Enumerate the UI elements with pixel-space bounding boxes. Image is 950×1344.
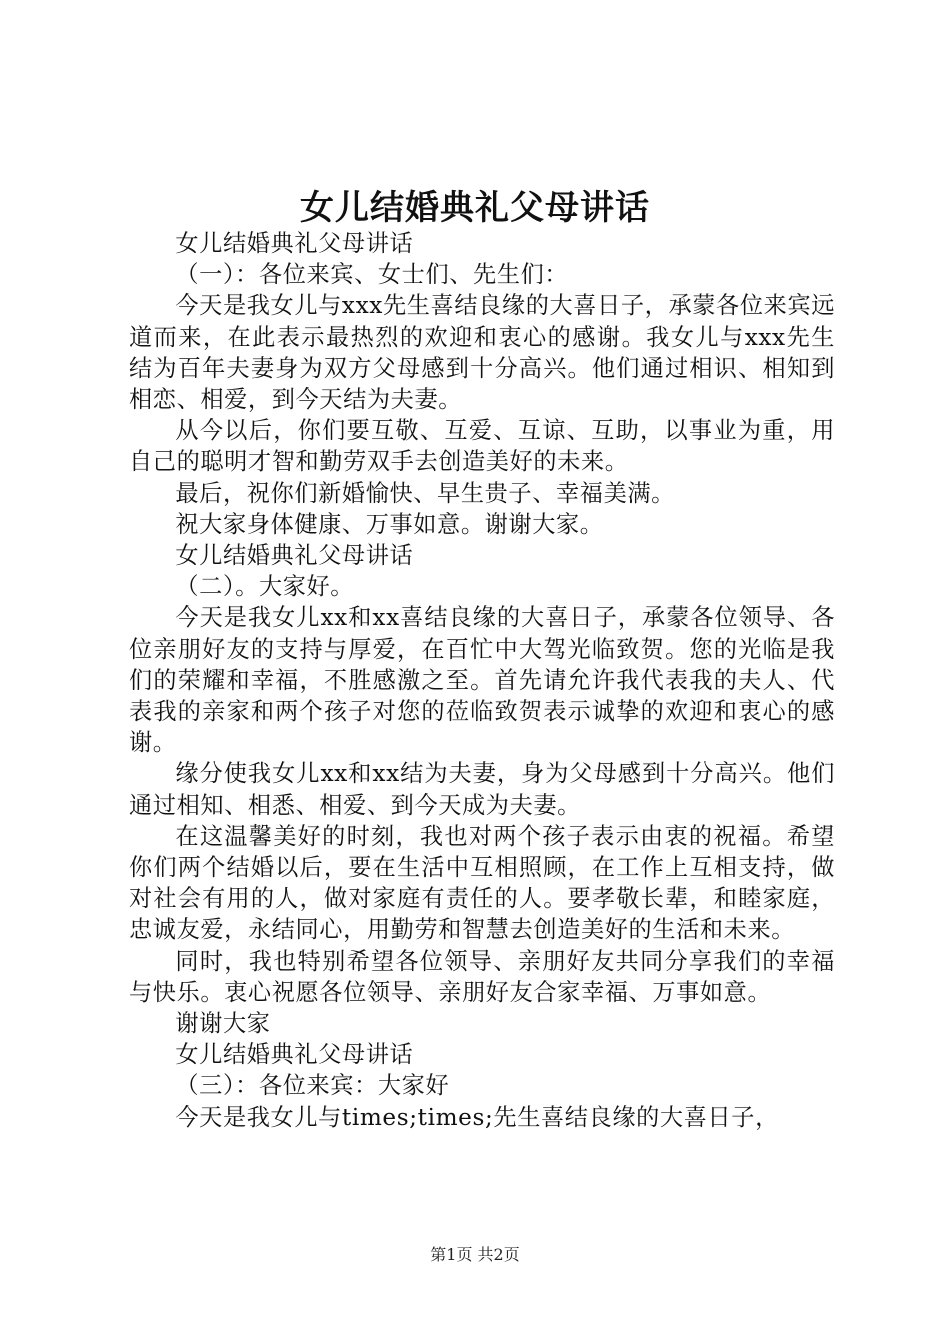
paragraph: 最后，祝你们新婚愉快、早生贵子、幸福美满。 [175,479,675,507]
paragraph: 缘分使我女儿xx和xx结为夫妻，身为父母感到十分高兴。他们通过相知、相悉、相爱、到今天成为夫妻。 [129,760,835,819]
salutation: （三）：各位来宾：大家好 [175,1072,450,1100]
paragraph: 在这温馨美好的时刻，我也对两个孩子表示由衷的祝福。希望你们两个结婚以后，要在生活中互相照顾，在工作上互相支持，做对社会有用的人，做对家庭有责任的人。要孝敬长辈，和睦家庭，忠诚友爱，永结同心，用勤劳和智慧去创造美好的生活和未来。 [129,822,835,944]
closing: 谢谢大家 [175,1010,271,1038]
paragraph: 今天是我女儿xx和xx喜结良缘的大喜日子，承蒙各位领导、各位亲朋好友的支持与厚爱，在百忙中大驾光临致贺。您的光临是我们的荣耀和幸福，不胜感激之至。首先请允许我代表我的夫人、代表我的亲家和两个孩子对您的莅临致贺表示诚挚的欢迎和衷心的感谢。 [129,604,835,757]
salutation: （一）：各位来宾、女士们、先生们： [175,261,569,289]
paragraph: 同时，我也特别希望各位领导、亲朋好友共同分享我们的幸福与快乐。衷心祝愿各位领导、亲朋好友合家幸福、万事如意。 [129,947,835,1006]
section-heading: 女儿结婚典礼父母讲话 [175,230,414,257]
salutation: （二）。大家好。 [175,573,355,601]
paragraph: 今天是我女儿与xxx先生喜结良缘的大喜日子，承蒙各位来宾远道而来，在此表示最热烈的欢迎和衷心的感谢。我女儿与xxx先生结为百年夫妻身为双方父母感到十分高兴。他们通过相识、相知到相恋、相爱，到今天结为夫妻。 [129,292,835,414]
section-heading: 女儿结婚典礼父母讲话 [175,1041,414,1069]
paragraph: 从今以后，你们要互敬、互爱、互谅、互助，以事业为重，用自己的聪明才智和勤劳双手去创造美好的未来。 [129,417,835,476]
document-body [129,228,835,1133]
page-number: 第1页 共2页 [430,1245,520,1264]
paragraph: 今天是我女儿与times;times;先生喜结良缘的大喜日子， [175,1103,779,1131]
document-title: 女儿结婚典礼父母讲话 [300,188,650,228]
paragraph: 祝大家身体健康、万事如意。谢谢大家。 [175,510,604,538]
section-heading: 女儿结婚典礼父母讲话 [175,542,414,570]
